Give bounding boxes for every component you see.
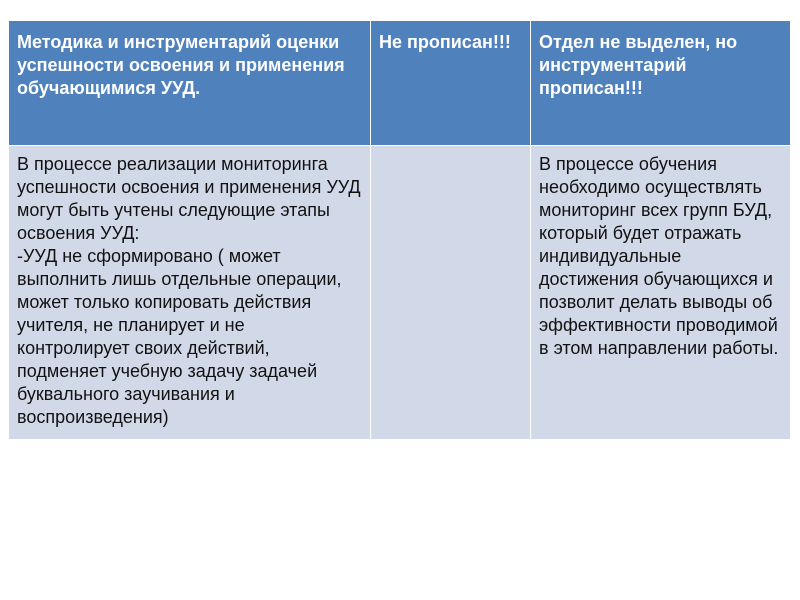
table-header-row (9, 21, 791, 146)
header-not-written-text: Не прописан!!! (379, 32, 511, 52)
header-department-text: Отдел не выделен, но инструментарий прописан!!! (539, 32, 738, 98)
header-cell-not-written (371, 21, 531, 146)
table-row (9, 146, 791, 440)
body-cell-monitoring-stages (9, 146, 371, 440)
content-table (8, 20, 791, 440)
monitoring-stages-text: В процессе реализации мониторинга успешности освоения и применения УУД могут быть учтены следующие этапы освоения УУД: -УУД не сформировано ( может выполнить лишь отдельные операции, может только копировать действия учителя, не планирует и не контролирует своих действий, подменяет учебную задачу задачей буквального заучивания и воспроизведения) (17, 154, 361, 427)
monitoring-groups-text: В процессе обучения необходимо осуществлять мониторинг всех групп БУД, который будет отражать индивидуальные достижения обучающихся и позволит делать выводы об эффективности проводимой в этом направлении работы. (539, 154, 779, 358)
header-method-text: Методика и инструментарий оценки успешности освоения и применения обучающимися УУД. (17, 32, 345, 98)
body-cell-empty (371, 146, 531, 440)
header-cell-method (9, 21, 371, 146)
body-cell-monitoring-groups (531, 146, 791, 440)
header-cell-department (531, 21, 791, 146)
